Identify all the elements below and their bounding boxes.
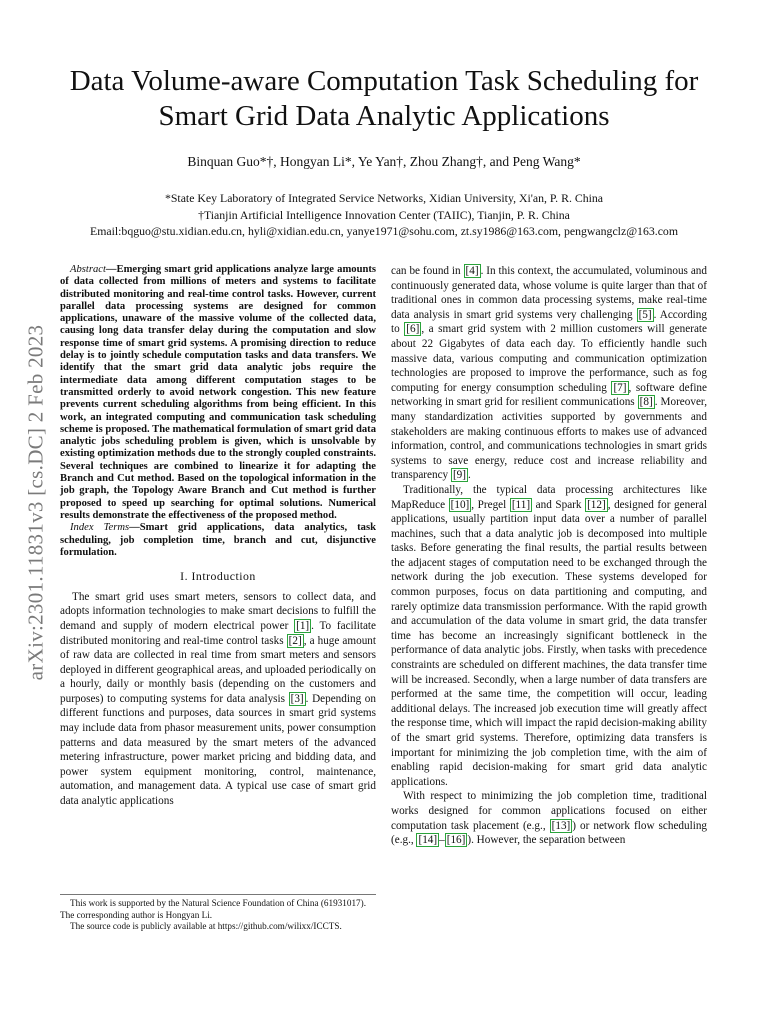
abstract-text: —Emerging smart grid applications analyze large amounts of data collected from millions of meters and systems to facilitate distributed monitoring and real-time control tasks. However, current parallel data processing systems are designed for common applications, unaware of the massive volume of the collected data, causing long data transfer delay during the computation and slow response time of smart grid systems. A promising direction to reduce delay is to jointly schedule computation tasks and data transfers. We identify that the smart grid data analytic jobs require the intermediate data among different computation stages to be transmitted orderly to avoid network congestion. This new feature prevents current scheduling algorithms from being efficient. In this work, an integrated computing and communication task scheduling scheme is proposed. The mathematical formulation of smart grid data analytic jobs scheduling problem is given, which is unsolvable by existing optimization methods due to the strongly coupled constraints. Several techniques are combined to linearize it for adapting the Branch and Cut method. Based on the topological information in the job graph, the Topology Aware Branch and Cut method is further proposed to speed up searching for optimal solutions. Numerical results demonstrate the effectiveness of the proposed method. <box>60 264 376 521</box>
section-heading: I. Introduction <box>180 569 256 584</box>
citation-link[interactable]: [6] <box>406 323 420 336</box>
arxiv-stamp-text: arXiv:2301.11831v3 [cs.DC] 2 Feb 2023 <box>23 324 48 680</box>
citation-link[interactable]: [4] <box>465 265 479 277</box>
footnotes <box>60 894 376 933</box>
citation-link[interactable]: [14] <box>418 834 438 847</box>
right-column <box>391 264 707 848</box>
affiliation-line: †Tianjin Artificial Intelligence Innovation Center (TAIIC), Tianjin, P. R. China <box>198 207 570 222</box>
left-column <box>60 264 376 809</box>
affiliations <box>40 190 728 240</box>
citation-link[interactable]: [11] <box>511 498 531 511</box>
author-list: Binquan Guo*†, Hongyan Li*, Ye Yan†, Zhou Zhang†, and Peng Wang* <box>187 154 581 169</box>
abstract <box>60 264 376 522</box>
citation-link[interactable]: [9] <box>452 469 466 482</box>
funding-footnote: This work is supported by the Natural Science Foundation of China (61931017). The corresponding author is Hongyan Li. <box>60 898 366 920</box>
paragraph: The smart grid uses smart meters, sensors to collect data, and adopts information technologies to make smart decisions to fulfill the demand and supply of modern electrical power [1] . To facilitate distributed monitoring and real-time control tasks [2] , a huge amount of raw data are collected in real time from smart meters and sensors deployed in different geographical areas, and uploaded periodically on a hourly, daily or monthly basis (depending on the customers and purposes) to computing systems for data analysis [3] . Depending on different functions and purposes, data sources in smart grid systems may include data from phasor measurement units, power consumption patterns and data measured by the smart meters of the advanced metering infrastructure, power market pricing and bidding data, and power system equipment monitoring, control, maintenance, automation, and management data. A typical use case of smart grid data analytic applications <box>60 590 377 808</box>
citation-link[interactable]: [16] <box>446 834 466 847</box>
index-terms <box>60 522 376 559</box>
email-line: Email:bqguo@stu.xidian.edu.cn, hyli@xidian.edu.cn, yanye1971@sohu.com, zt.sy1986@163.com, pengwangclz@163.com <box>89 224 679 238</box>
citation-link[interactable]: [7] <box>613 381 627 394</box>
citation-link[interactable]: [13] <box>551 819 571 832</box>
paper-title: Data Volume-aware Computation Task Scheduling for Smart Grid Data Analytic Applications <box>69 65 699 132</box>
affiliation-line: *State Key Laboratory of Integrated Service Networks, Xidian University, Xi'an, P. R. China <box>164 191 604 205</box>
citation-link[interactable]: [2] <box>288 634 302 647</box>
citation-link[interactable]: [1] <box>296 619 310 632</box>
citation-link[interactable]: [3] <box>290 692 304 705</box>
paragraph: With respect to minimizing the job completion time, traditional works designed for common applications focused on either computation task placement (e.g., [13] ) or network flow scheduling (e.g., [14] – [16] ). However, the separation between <box>391 790 708 847</box>
citation-link[interactable]: [10] <box>450 498 470 511</box>
abstract-label: Abstract <box>70 264 106 275</box>
citation-link[interactable]: [12] <box>587 498 606 511</box>
paragraph: can be found in [4] . In this context, the accumulated, voluminous and continuously generated data, whose volume is quite larger than that of traditional ones in common data processing systems, make real-time data analysis in smart grid systems very challenging [5] . According to [6] , a smart grid system with 2 million customers will generate about 22 Gigabytes of data each day. To efficiently handle such massive data, various computing and communication optimization technologies are proposed to improve the performance, such as fog computing for energy consumption scheduling [7] , software define networking in smart grid for resilient communications [8] . Moreover, many standardization activities supported by governments and stakeholders are making continuous efforts to makes use of advanced information, control, and communications technologies in smart grids systems to save energy, reduce cost and increase reliability and transparency [9] . <box>391 265 708 482</box>
source-code-footnote: The source code is publicly available at https://github.com/wilixx/ICCTS. <box>70 921 342 932</box>
index-terms-text: —Smart grid applications, data analytics, task scheduling, job completion time, branch and cut, disjunctive formulation. <box>60 522 376 558</box>
citation-link[interactable]: [5] <box>638 308 652 321</box>
index-terms-label: Index Terms <box>70 522 130 534</box>
citation-link[interactable]: [8] <box>639 396 653 409</box>
paragraph: Traditionally, the typical data processing architectures like MapReduce [10] , Pregel [11] and Spark [12] , designed for general applications, usually partition input data over a number of parallel machines, such that a data analytic job is decomposed into multiple tasks. Before generating the final results, the partial results between the adjacent stages of computation need to be exchanged through the network during the job execution. These systems developed for common purposes, focus on data partitioning and computing, and rarely optimize data transmission performance. With the rapid growth and accumulation of the data volume in smart grid, the data transfer time has become an increasingly significant bottleneck in the performance of data analytic jobs. Firstly, when tasks with precedence constraints are scheduled on different machines, the data transfer time will be increased. Secondly, when a large number of data transfers are performed at the same time, the competition will occur, leading additional delays. The increased job execution time will greatly affect the response time, which will impact the rapid decision-making ability of the smart grid systems. Therefore, optimizing data transfers is important for minimizing the job completion time, with the aim of enabling rapid decision-making for smart grid data analytic applications. <box>391 483 707 788</box>
arxiv-identifier <box>18 282 54 722</box>
